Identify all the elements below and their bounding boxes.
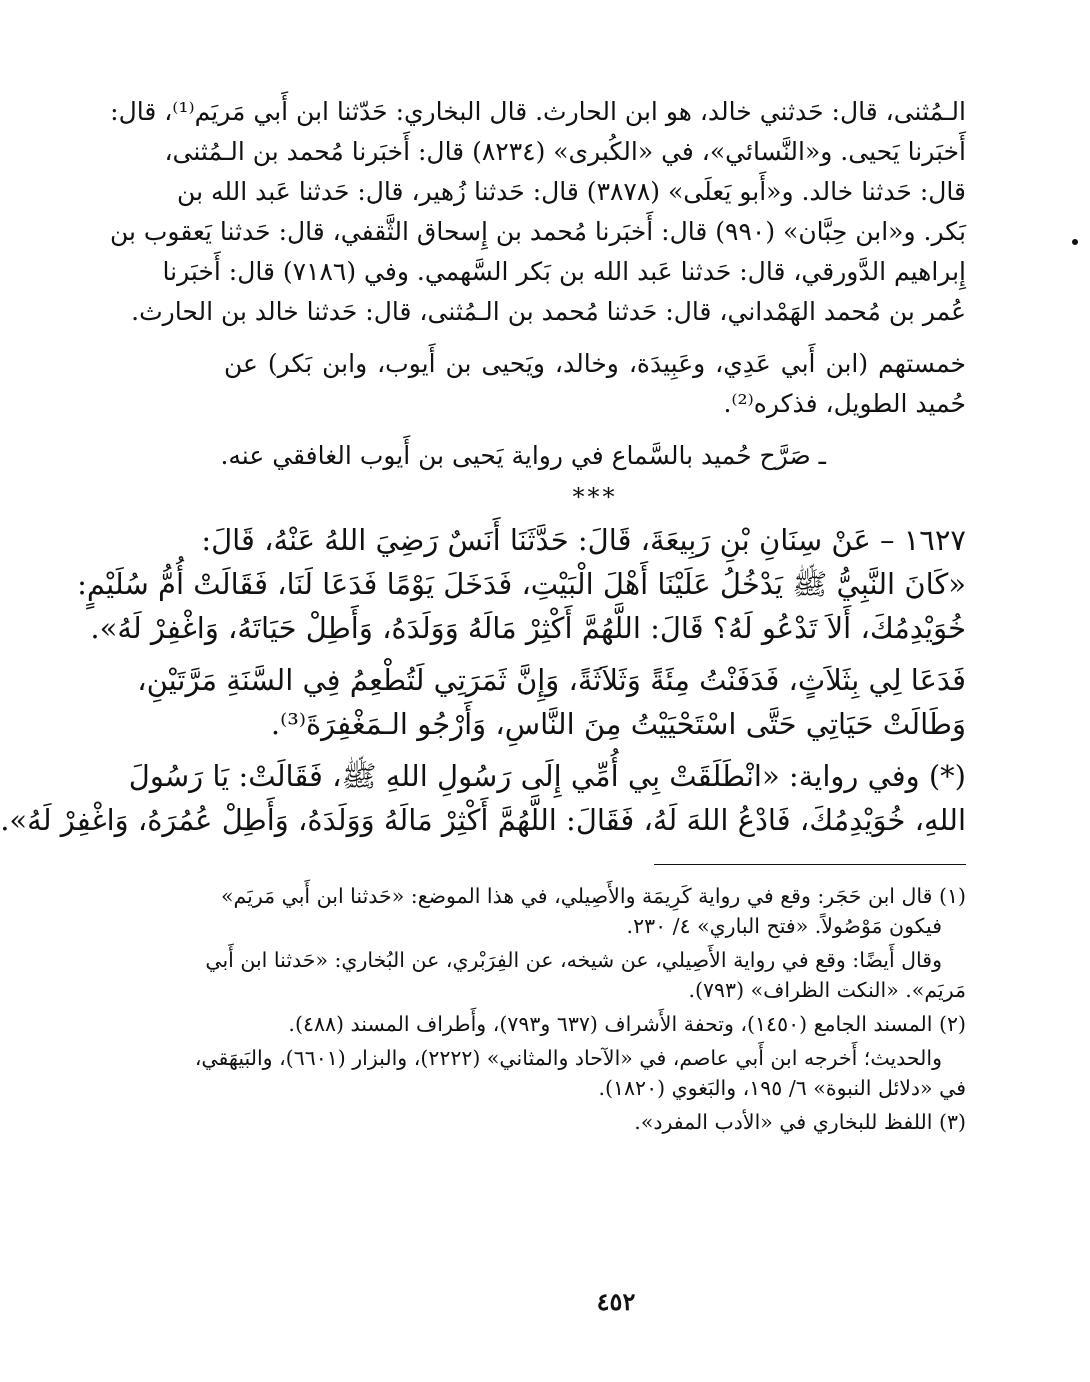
text-line: إِبراهيم الدَّورقي، قال: حَدثنا عَبد الله بن بَكر السَّهمي. وفي (٧١٨٦) قال: أَخبَرنا [162,257,966,286]
page-number: ٤٥٢ [596,1287,636,1316]
text-line: عُمر بن مُحمد الهَمْداني، قال: حَدثنا مُحمد بن الـمُثنى، قال: حَدثنا خالد بن الحارث. [131,297,966,326]
hadith-line: خُوَيْدِمُكَ، أَلاَ تَدْعُو لَهُ؟ قَالَ: اللَّهُمَّ أَكْثِرْ مَالَهُ وَوَلَدَهُ، وَأَطِلْ حَيَاتَهُ، وَاغْفِرْ لَهُ». [90,611,966,645]
footnote-1-continued [205,945,966,1005]
text-line: بَكر. و«ابن حِبَّان» (٩٩٠) قال: أَخبَرنا مُحمد بن إِسحاق الثَّقفي، قال: حَدثنا يَعقوب بن [109,217,966,246]
hadith-line: اللهِ، خُوَيْدِمُكَ، فَادْعُ اللهَ لَهُ، فَقَالَ: اللَّهُمَّ أَكْثِرْ مَالَهُ وَوَلَدَهُ، وَأَطِلْ عُمُرَهُ، وَاغْفِرْ لَهُ». [0,803,966,837]
hadith-line: «كَانَ النَّبِيُّ ﷺ يَدْخُلُ عَلَيْنَا أَهْلَ الْبَيْتِ، فَدَخَلَ يَوْمًا فَدَعَا لَنَا، فَقَالَتْ أُمُّ سُلَيْمٍ: [77,567,966,601]
footnote-line: فيكون مَوْصُولاً. «فتح الباري» ٤/ ٢٣٠. [626,914,942,938]
footnote-separator-rule [654,864,966,865]
section-separator: *** [572,483,618,511]
hadith-line: فَدَعَا لِي بِثَلاَثٍ، فَدَفَنْتُ مِئَةً وَثَلاَثَةً، وَإِنَّ ثَمَرَتِي لَتُطْعِمُ فِي السَّنَةِ مَرَّتَيْنِ، [137,663,966,697]
margin-dot-mark [1072,239,1078,245]
hadith-text [77,518,966,650]
footnote-line: (١) قال ابن حَجَر: وقع في رواية كَرِيمَة والأَصِيلي، في هذا الموضع: «حَدثنا ابن أَبي مَريَم» [220,884,966,908]
footnote-line: (٢) المسند الجامع (١٤٥٠)، وتحفة الأَشراف (٦٣٧ و٧٩٣)، وأَطراف المسند (٤٨٨). [288,1012,966,1036]
footnote-line: والحديث؛ أَخرجه ابن أَبي عاصم، في «الآحاد والمثاني» (٢٢٢٢)، والبزار (٦٦٠١)، والبَيهَقي، [194,1046,942,1070]
text-line: الـمُثنى، قال: حَدثني خالد، هو ابن الحارث. قال البخاري: حَدّثنا ابن أَبي مَريَم⁽¹⁾، قال: [110,97,966,126]
text-line: حُميد الطويل، فذكره⁽²⁾. [723,389,966,418]
text-line: قال: حَدثنا خالد. و«أَبو يَعلَى» (٣٨٧٨) قال: حَدثنا زُهير، قال: حَدثنا عَبد الله بن [177,177,966,206]
footnote-line: مَريَم». «النكت الظراف» (٧٩٣). [688,978,966,1002]
text-line: ـ صَرَّح حُميد بالسَّماع في رواية يَحيى بن أَيوب الغافقي عنه. [220,441,826,470]
book-page [0,92,966,1332]
takhrij-paragraph [109,92,966,332]
footnote-2-continued [194,1043,966,1103]
footnote-line: في «دلائل النبوة» ٦/ ١٩٥، والبَغوي (١٨٢٠). [598,1076,966,1100]
hadith-line: (*) وفي رواية: «انْطَلَقَتْ بِي أُمِّي إِلَى رَسُولِ اللهِ ﷺ، فَقَالَتْ: يَا رَسُولَ [128,759,966,793]
hadith-line: وَطَالَتْ حَيَاتِي حَتَّى اسْتَحْيَيْتُ مِنَ النَّاسِ، وَأَرْجُو الـمَغْفِرَةَ⁽³⁾. [270,707,966,741]
text-line: أَخبَرنا يَحيى. و«النَّسائي»، في «الكُبرى» (٨٢٣٤) قال: أَخبَرنا مُحمد بن الـمُثنى، [164,137,966,166]
hadith-continuation [137,658,966,746]
footnote-line: وقال أَيضًا: وقع في رواية الأَصِيلي، عن شيخه، عن الفِرَبْري، عن البُخاري: «حَدثنا ابن أَبي [205,948,942,972]
footnote-1 [220,881,966,941]
hadith-variant-riwaya [0,754,966,842]
footnote-line: (٣) اللفظ للبخاري في «الأدب المفرد». [634,1110,966,1134]
text-line: خمستهم (ابن أَبي عَدِي، وعَبِيدَة، وخالد، ويَحيى بن أَيوب، وابن بَكر) عن [224,349,966,378]
hadith-line: ١٦٢٧ – عَنْ سِنَانِ بْنِ رَبِيعَةَ، قَالَ: حَدَّثَنَا أَنَسٌ رَضِيَ اللهُ عَنْهُ، قَالَ: [201,523,966,557]
footnote-2 [224,1009,966,1039]
footnote-3 [224,1107,966,1137]
chain-summary-paragraph [224,344,966,424]
sama-note [220,436,966,476]
